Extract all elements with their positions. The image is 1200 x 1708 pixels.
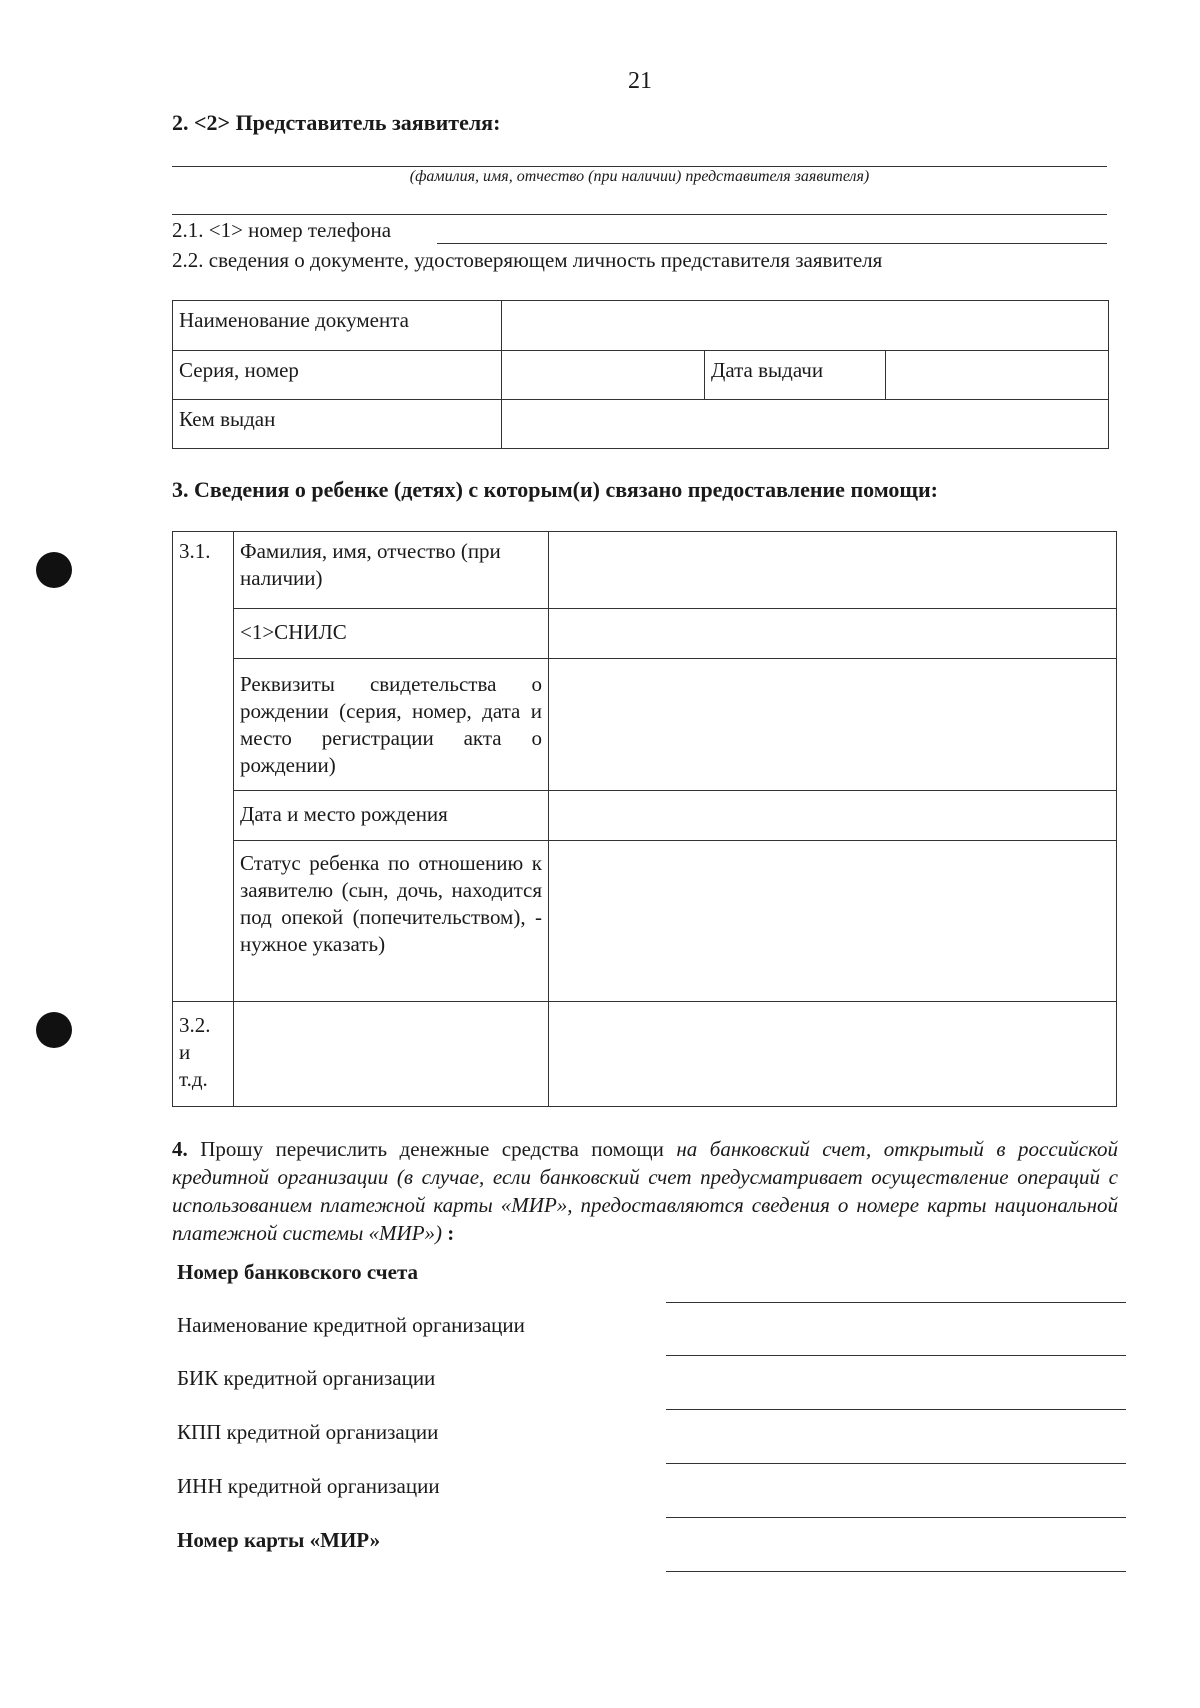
representative-doc-table [172,300,1109,449]
bik-line[interactable] [666,1409,1126,1410]
row-num-line: и [179,1040,191,1064]
child-row-number: 3.1. [173,532,234,1002]
inn-label: ИНН кредитной организации [177,1474,440,1498]
kpp-label: КПП кредитной организации [177,1420,439,1444]
doc-info-label: 2.2. сведения о документе, удостоверяющем личность представителя заявителя [172,248,883,272]
section4-text-italic: на банковский счет, открытый в российской кредитной организации (в случае, если банковский счет предусматривает осуществление операций с использованием платежной карты «МИР», предоставляются сведения о номере карты национальной платежной системы «МИР») [172,1137,1118,1245]
representative-extra-line[interactable] [172,214,1107,215]
phone-input-line[interactable] [437,243,1107,244]
mir-card-line[interactable] [666,1571,1126,1572]
phone-label: 2.1. <1> номер телефона [172,218,392,242]
bank-name-label: Наименование кредитной организации [177,1313,525,1337]
bank-name-line[interactable] [666,1355,1126,1356]
birth-cert-cell[interactable] [549,659,1117,791]
row-num-line: 3.2. [179,1013,211,1037]
representative-fio-caption: (фамилия, имя, отчество (при наличии) представителя заявителя) [409,168,870,185]
account-number-label: Номер банковского счета [177,1260,419,1284]
punch-hole-top [36,552,72,588]
child-snils-label: <1>СНИЛС [234,609,549,659]
child-info-table [172,531,1117,1107]
kpp-line[interactable] [666,1463,1126,1464]
child-more-label-cell[interactable] [234,1002,549,1107]
birth-date-place-label: Дата и место рождения [234,791,549,841]
page-number: 21 [628,68,652,94]
doc-name-cell[interactable] [502,301,1109,351]
child-status-cell[interactable] [549,841,1117,1002]
issue-date-cell[interactable] [886,351,1109,400]
child-snils-cell[interactable] [549,609,1117,659]
section4-paragraph [172,1135,1118,1247]
issue-date-label: Дата выдачи [705,351,886,400]
child-status-label: Статус ребенка по отношению к заявителю (сын, дочь, находится под опекой (попечительством), - нужное указать) [234,841,549,1002]
child-more-value-cell[interactable] [549,1002,1117,1107]
punch-hole-bottom [36,1012,72,1048]
child-fio-label: Фамилия, имя, отчество (при наличии) [234,532,549,609]
section4-number: 4. [172,1137,188,1161]
section4-text-end: : [442,1221,455,1245]
birth-date-place-cell[interactable] [549,791,1117,841]
child-fio-cell[interactable] [549,532,1117,609]
row-num-line: т.д. [179,1067,208,1091]
child-row-number-more [173,1002,234,1107]
account-number-line[interactable] [666,1302,1126,1303]
birth-cert-label: Реквизиты свидетельства о рождении (серия, номер, дата и место регистрации акта о рождении) [234,659,549,791]
inn-line[interactable] [666,1517,1126,1518]
bik-label: БИК кредитной организации [177,1366,436,1390]
doc-name-label: Наименование документа [173,301,502,351]
issued-by-label: Кем выдан [173,400,502,449]
mir-card-label: Номер карты «МИР» [177,1528,381,1552]
issued-by-cell[interactable] [502,400,1109,449]
series-number-label: Серия, номер [173,351,502,400]
section3-title: 3. Сведения о ребенке (детях) с которым(и) связано предоставление помощи: [172,477,938,502]
section4-text-plain: Прошу перечислить денежные средства помощи [187,1137,677,1161]
representative-fio-line[interactable] [172,166,1107,167]
series-number-cell[interactable] [502,351,705,400]
section2-title: 2. <2> Представитель заявителя: [172,110,501,135]
